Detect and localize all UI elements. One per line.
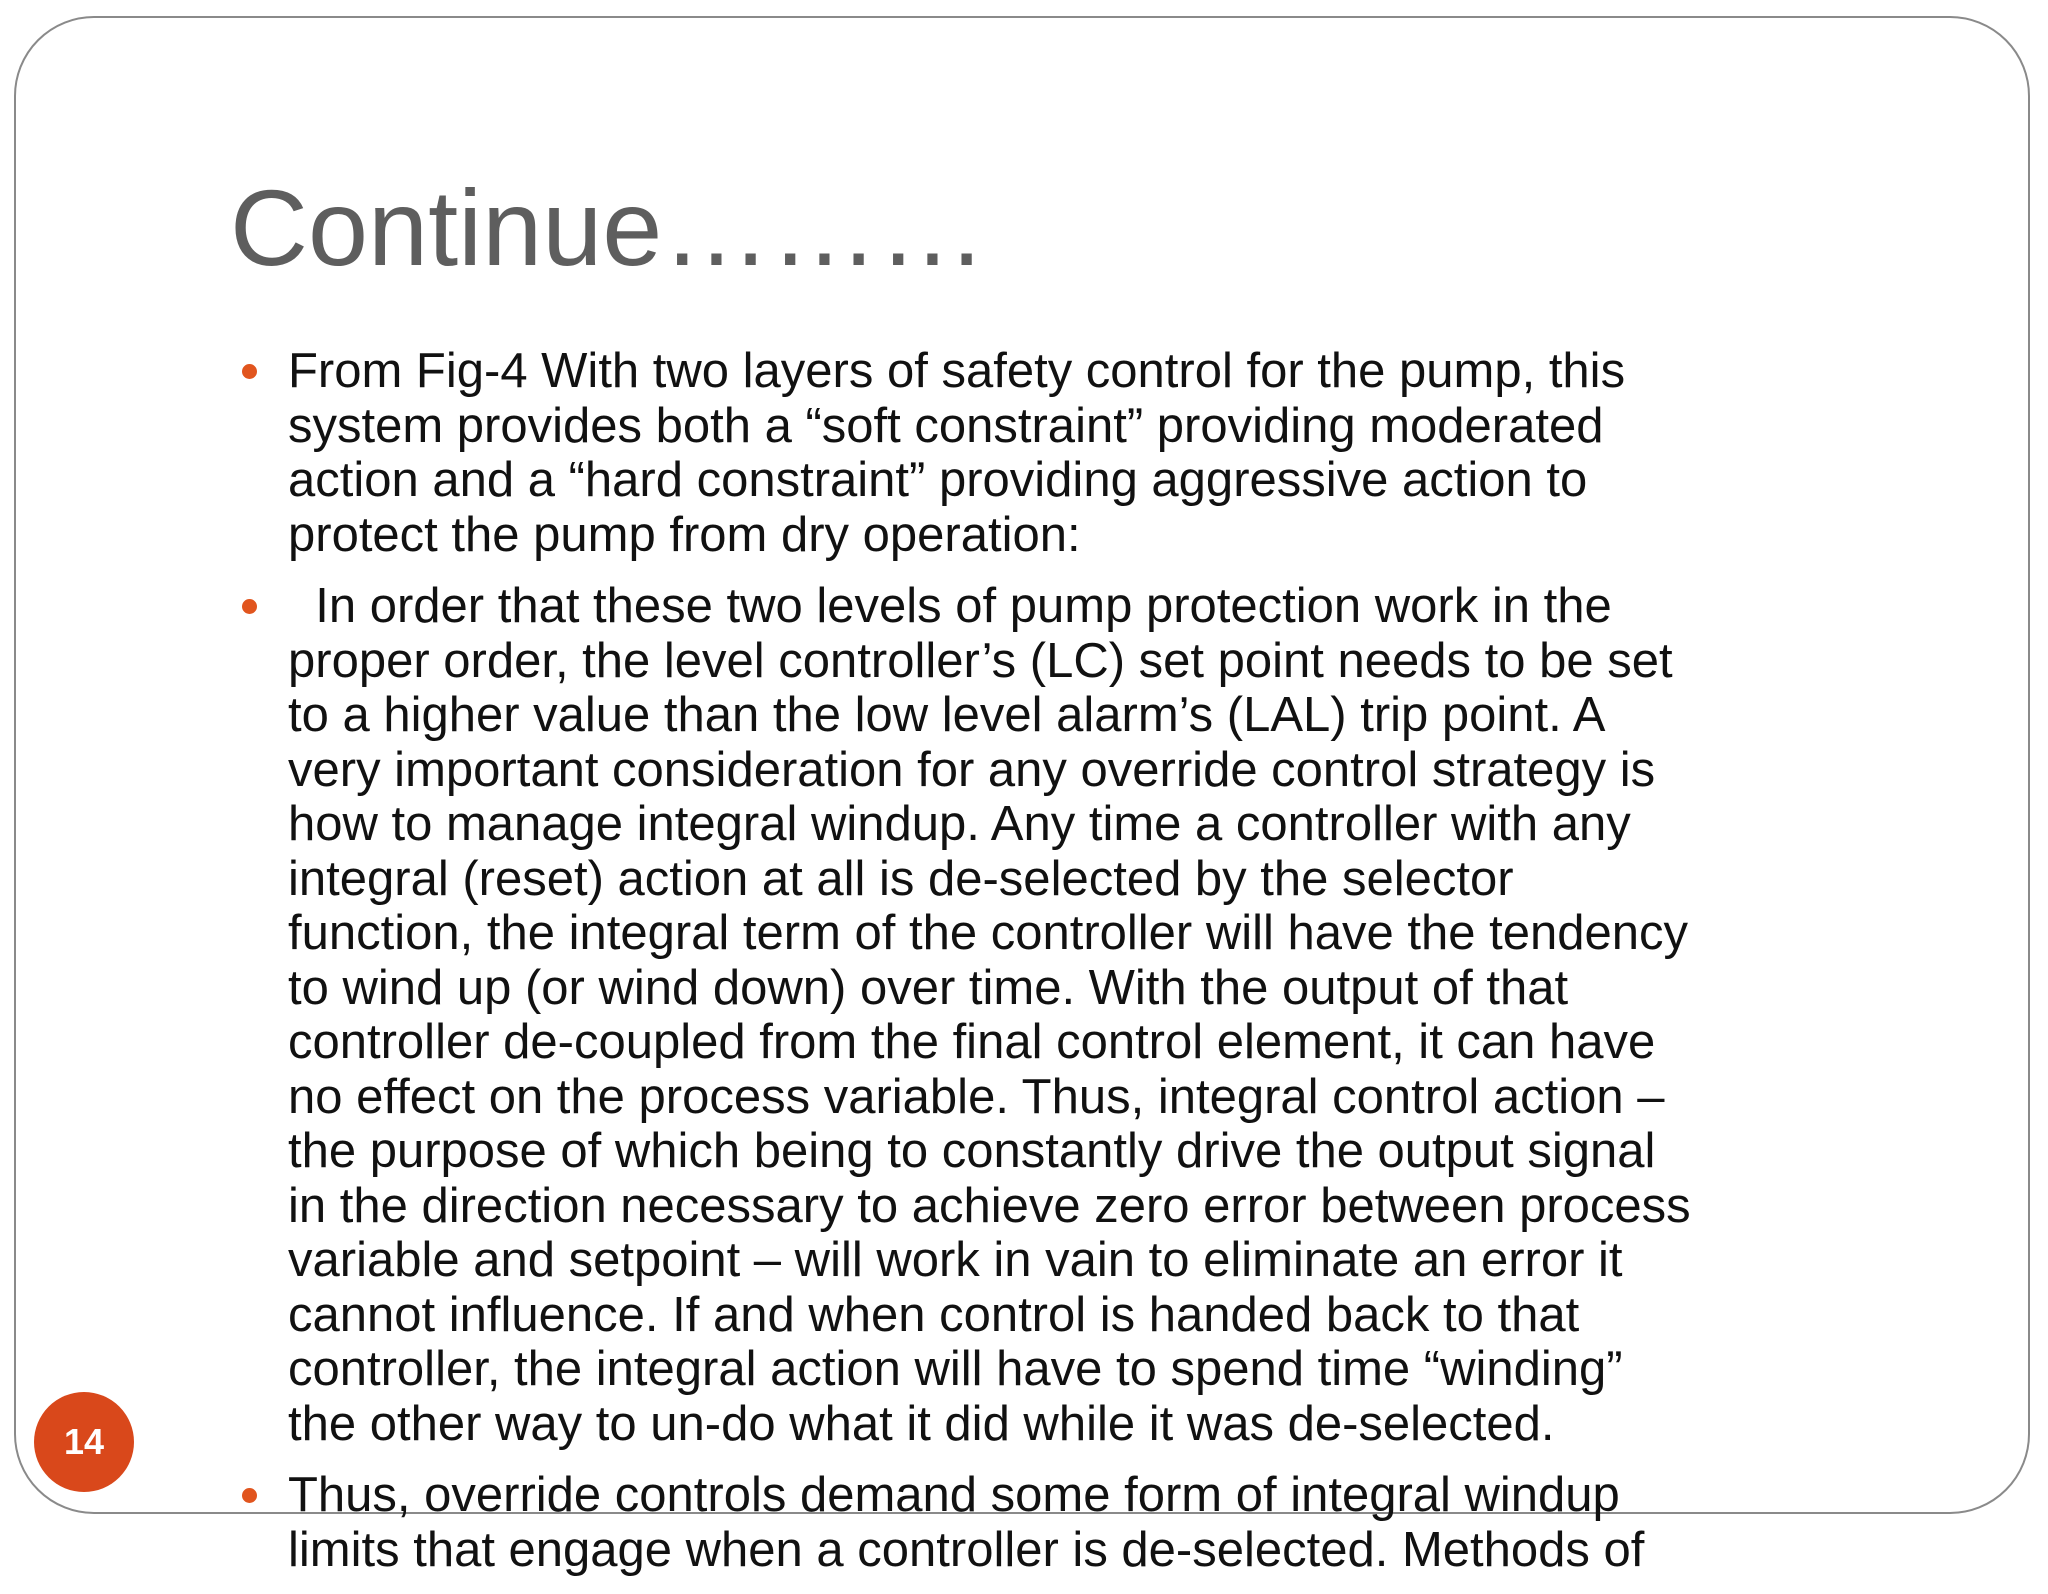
bullet-line: In order that these two levels of pump protection work in the	[288, 579, 1612, 633]
bullet-text	[288, 1468, 1970, 1577]
bullet-line: in the direction necessary to achieve zero error between process	[288, 1178, 1691, 1233]
bullet-line: system provides both a “soft constraint” providing moderated	[288, 398, 1604, 453]
bullet-dot-icon	[242, 364, 257, 379]
bullet-line: to a higher value than the low level alarm’s (LAL) trip point. A	[288, 688, 1606, 742]
bullet-line: limits that engage when a controller is de-selected. Methods of	[288, 1522, 1645, 1577]
bullet-line: protect the pump from dry operation:	[288, 507, 1081, 562]
bullet-line: the purpose of which being to constantly drive the output signal	[288, 1124, 1656, 1178]
bullet-list	[230, 344, 1970, 1594]
bullet-line: proper order, the level controller’s (LC) set point needs to be set	[288, 633, 1673, 688]
bullet-line: to wind up (or wind down) over time. With the output of that	[288, 960, 1569, 1015]
bullet-line: function, the integral term of the controller will have the tendency	[288, 906, 1688, 960]
bullet-dot-icon	[242, 1488, 257, 1503]
bullet-line: no effect on the process variable. Thus, integral control action –	[288, 1069, 1665, 1124]
bullet-line: how to manage integral windup. Any time a controller with any	[288, 797, 1631, 851]
bullet-line: From Fig-4 With two layers of safety control for the pump, this	[288, 344, 1626, 398]
slide-title: Continue………	[230, 167, 987, 288]
bullet-item	[230, 1468, 1970, 1577]
bullet-item	[230, 344, 1970, 562]
bullet-item	[230, 579, 1970, 1451]
bullet-line: controller, the integral action will have to spend time “winding”	[288, 1342, 1623, 1396]
bullet-line: cannot influence. If and when control is handed back to that	[288, 1287, 1580, 1342]
bullet-line: controller de-coupled from the final control element, it can have	[288, 1015, 1656, 1069]
bullet-line: variable and setpoint – will work in vain to eliminate an error it	[288, 1233, 1623, 1287]
bullet-line: integral (reset) action at all is de-selected by the selector	[288, 851, 1514, 906]
bullet-line: very important consideration for any override control strategy is	[288, 742, 1656, 797]
bullet-text	[288, 579, 1970, 1451]
bullet-text	[288, 344, 1970, 562]
bullet-dot-icon	[242, 599, 257, 614]
bullet-line: action and a “hard constraint” providing aggressive action to	[288, 453, 1588, 507]
page-number-badge: 14	[34, 1392, 134, 1492]
bullet-line: the other way to un-do what it did while it was de-selected.	[288, 1396, 1555, 1451]
slide-frame	[14, 16, 2030, 1577]
bullet-line: Thus, override controls demand some form of integral windup	[288, 1468, 1620, 1522]
